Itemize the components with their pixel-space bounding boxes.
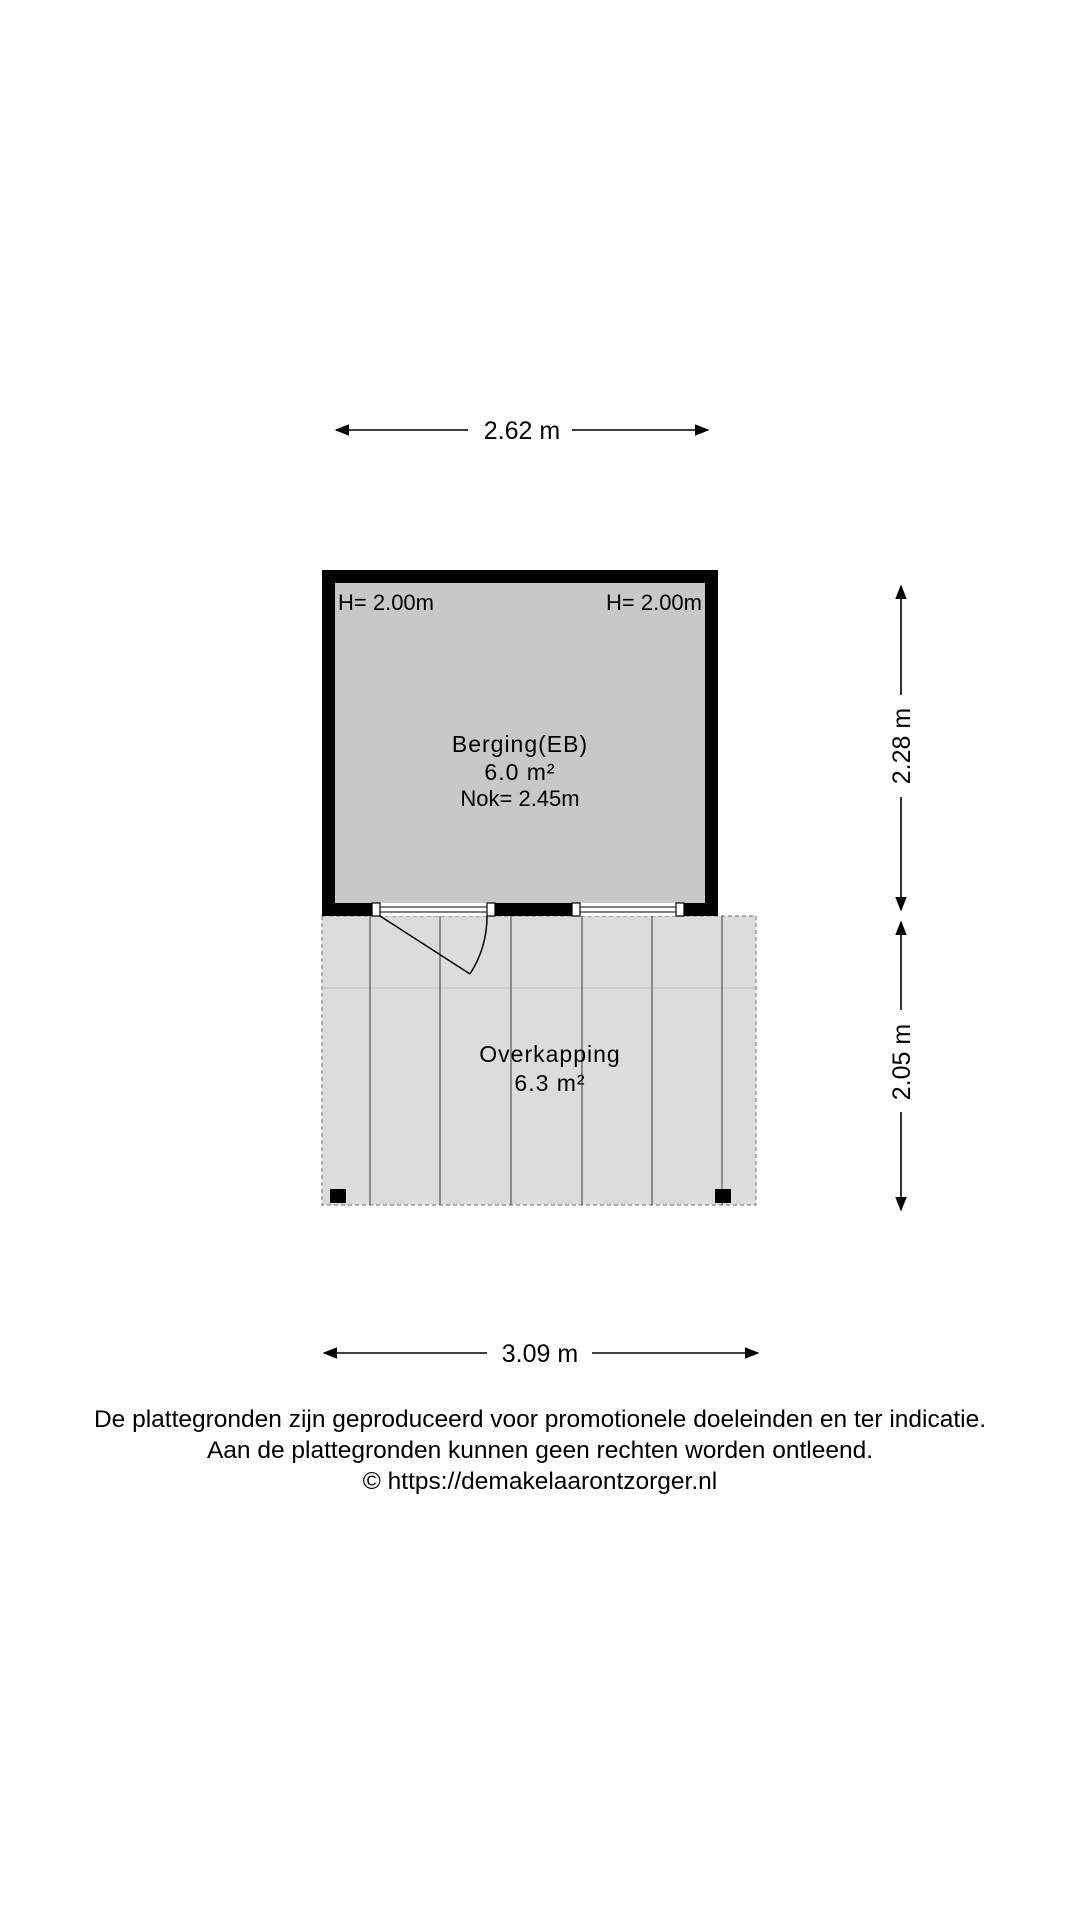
berging-area: 6.0 m² [484,759,556,785]
berging-height-left: H= 2.00m [338,590,434,615]
dimension-bottom [324,1340,758,1368]
disclaimer-line-2: Aan de plattegronden kunnen geen rechten worden ontleend. [206,1437,874,1464]
overkapping-area-label: 6.3 m² [514,1070,586,1096]
disclaimer-copyright: © https://demakelaarontzorger.nl [362,1468,718,1495]
disclaimer-line-1: De plattegronden zijn geproduceerd voor promotionele doeleinden en ter indicatie. [93,1406,987,1433]
berging-nok: Nok= 2.45m [460,786,580,811]
post-right [715,1189,731,1203]
berging-height-right: H= 2.00m [606,590,702,615]
berging-name: Berging(EB) [451,731,589,757]
dimension-bottom-label: 3.09 m [501,1340,579,1368]
post-left [330,1189,346,1203]
dimension-top [336,417,708,445]
overkapping-name: Overkapping [479,1041,621,1067]
dimension-right-lower [888,922,916,1210]
door-opening [372,903,495,916]
dimension-right-lower-label: 2.05 m [888,1023,916,1101]
dimension-right-upper [888,586,916,910]
window [572,903,684,916]
dimension-top-label: 2.62 m [483,417,561,445]
dimension-right-upper-label: 2.28 m [888,707,916,785]
disclaimer [0,1404,1080,1497]
